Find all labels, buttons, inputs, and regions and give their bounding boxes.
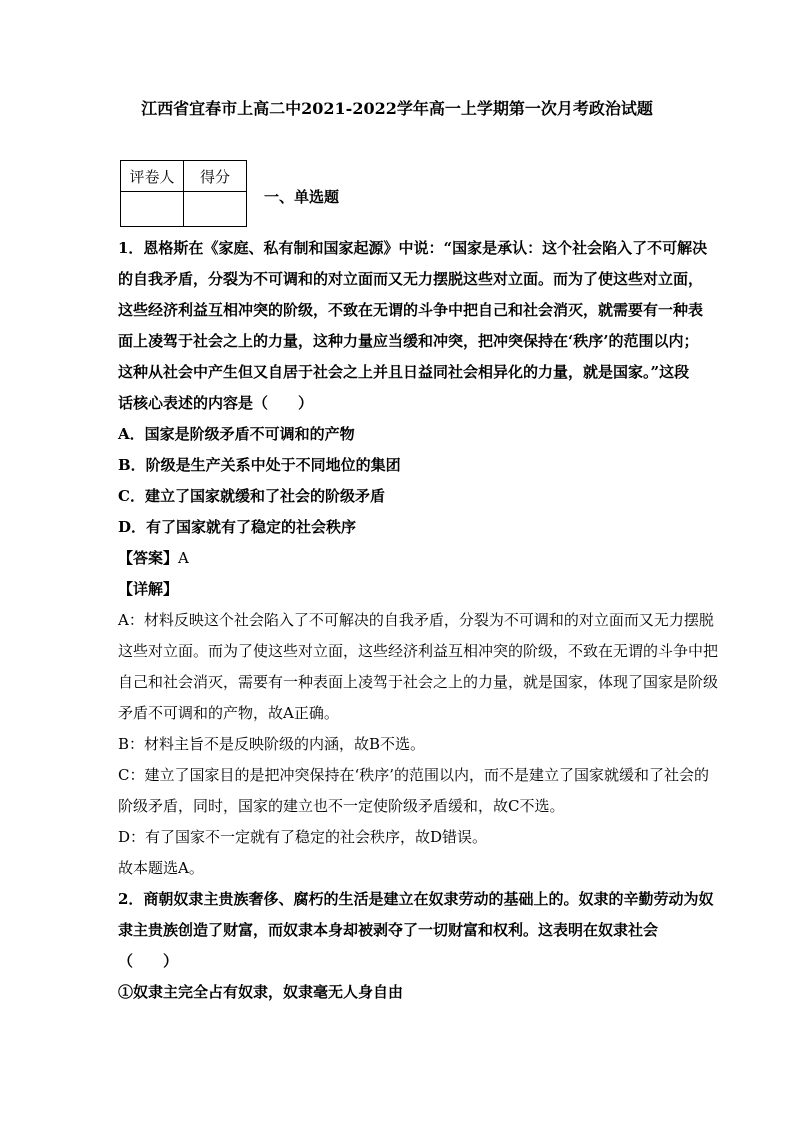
q2-stem-line: 2．商朝奴隶主贵族奢侈、腐朽的生活是建立在奴隶劳动的基础上的。奴隶的辛勤劳动为奴 xyxy=(118,890,714,908)
score-table xyxy=(120,160,247,227)
q1-stem-line: 这种从社会中产生但又自居于社会之上并且日益同社会相异化的力量，就是国家。”这段 xyxy=(118,363,690,381)
grader-cell xyxy=(121,192,184,227)
q1-detail-line: B：材料主旨不是反映阶级的内涵，故B不选。 xyxy=(118,735,426,753)
score-cell xyxy=(184,192,247,227)
q1-option-d: D．有了国家就有了稳定的社会秩序 xyxy=(118,518,357,536)
q1-detail-line: 故本题选A。 xyxy=(118,859,204,877)
q1-detail-line: D：有了国家不一定就有了稳定的社会秩序，故D错误。 xyxy=(118,828,488,846)
q1-detail-line: 阶级矛盾，同时，国家的建立也不一定使阶级矛盾缓和，故C不选。 xyxy=(118,797,565,815)
q1-stem-line: 面上凌驾于社会之上的力量，这种力量应当缓和冲突，把冲突保持在‘秩序’的范围以内； xyxy=(118,332,699,350)
question-content xyxy=(118,233,719,1008)
q1-detail-line: C：建立了国家目的是把冲突保持在‘秩序’的范围以内，而不是建立了国家就缓和了社会的 xyxy=(118,766,710,784)
answer-value: A xyxy=(178,549,189,567)
q1-option-c: C．建立了国家就缓和了社会的阶级矛盾 xyxy=(118,487,385,505)
q1-detail-line: 矛盾不可调和的产物，故A正确。 xyxy=(118,704,339,722)
q1-stem-line: 的自我矛盾，分裂为不可调和的对立面而又无力摆脱这些对立面。而为了使这些对立面， xyxy=(118,270,704,288)
grader-header: 评卷人 xyxy=(121,161,184,192)
detail-label: 【详解】 xyxy=(118,580,179,598)
q1-stem-line: 1．恩格斯在《家庭、私有制和国家起源》中说：“国家是承认：这个社会陷入了不可解决 xyxy=(118,239,708,257)
answer-label: 【答案】 xyxy=(118,549,179,567)
q1-option-a: A．国家是阶级矛盾不可调和的产物 xyxy=(118,425,355,443)
q1-stem-line: 这些经济利益互相冲突的阶级，不致在无谓的斗争中把自己和社会消灭，就需要有一种表 xyxy=(118,301,704,319)
q1-detail-line: A：材料反映这个社会陷入了不可解决的自我矛盾，分裂为不可调和的对立面而又无力摆脱 xyxy=(118,611,714,629)
score-header: 得分 xyxy=(184,161,247,192)
q2-stem-line: （ ） xyxy=(118,952,179,970)
page-title: 江西省宜春市上高二中2021-2022学年高一上学期第一次月考政治试题 xyxy=(141,99,653,118)
q2-stem-line: 隶主贵族创造了财富，而奴隶本身却被剥夺了一切财富和权利。这表明在奴隶社会 xyxy=(118,921,659,939)
q1-detail-line: 这些对立面。而为了使这些对立面，这些经济利益互相冲突的阶级，不致在无谓的斗争中把 xyxy=(118,642,719,660)
q1-stem-line: 话核心表述的内容是（ ） xyxy=(118,394,314,412)
q1-option-b: B．阶级是生产关系中处于不同地位的集团 xyxy=(118,456,401,474)
q1-detail-line: 自己和社会消灭，需要有一种表面上凌驾于社会之上的力量，就是国家，体现了国家是阶级 xyxy=(118,673,719,691)
q1-answer xyxy=(118,543,688,574)
section-title: 一、单选题 xyxy=(264,188,340,206)
q2-option-1: ①奴隶主完全占有奴隶，奴隶毫无人身自由 xyxy=(118,983,404,1001)
